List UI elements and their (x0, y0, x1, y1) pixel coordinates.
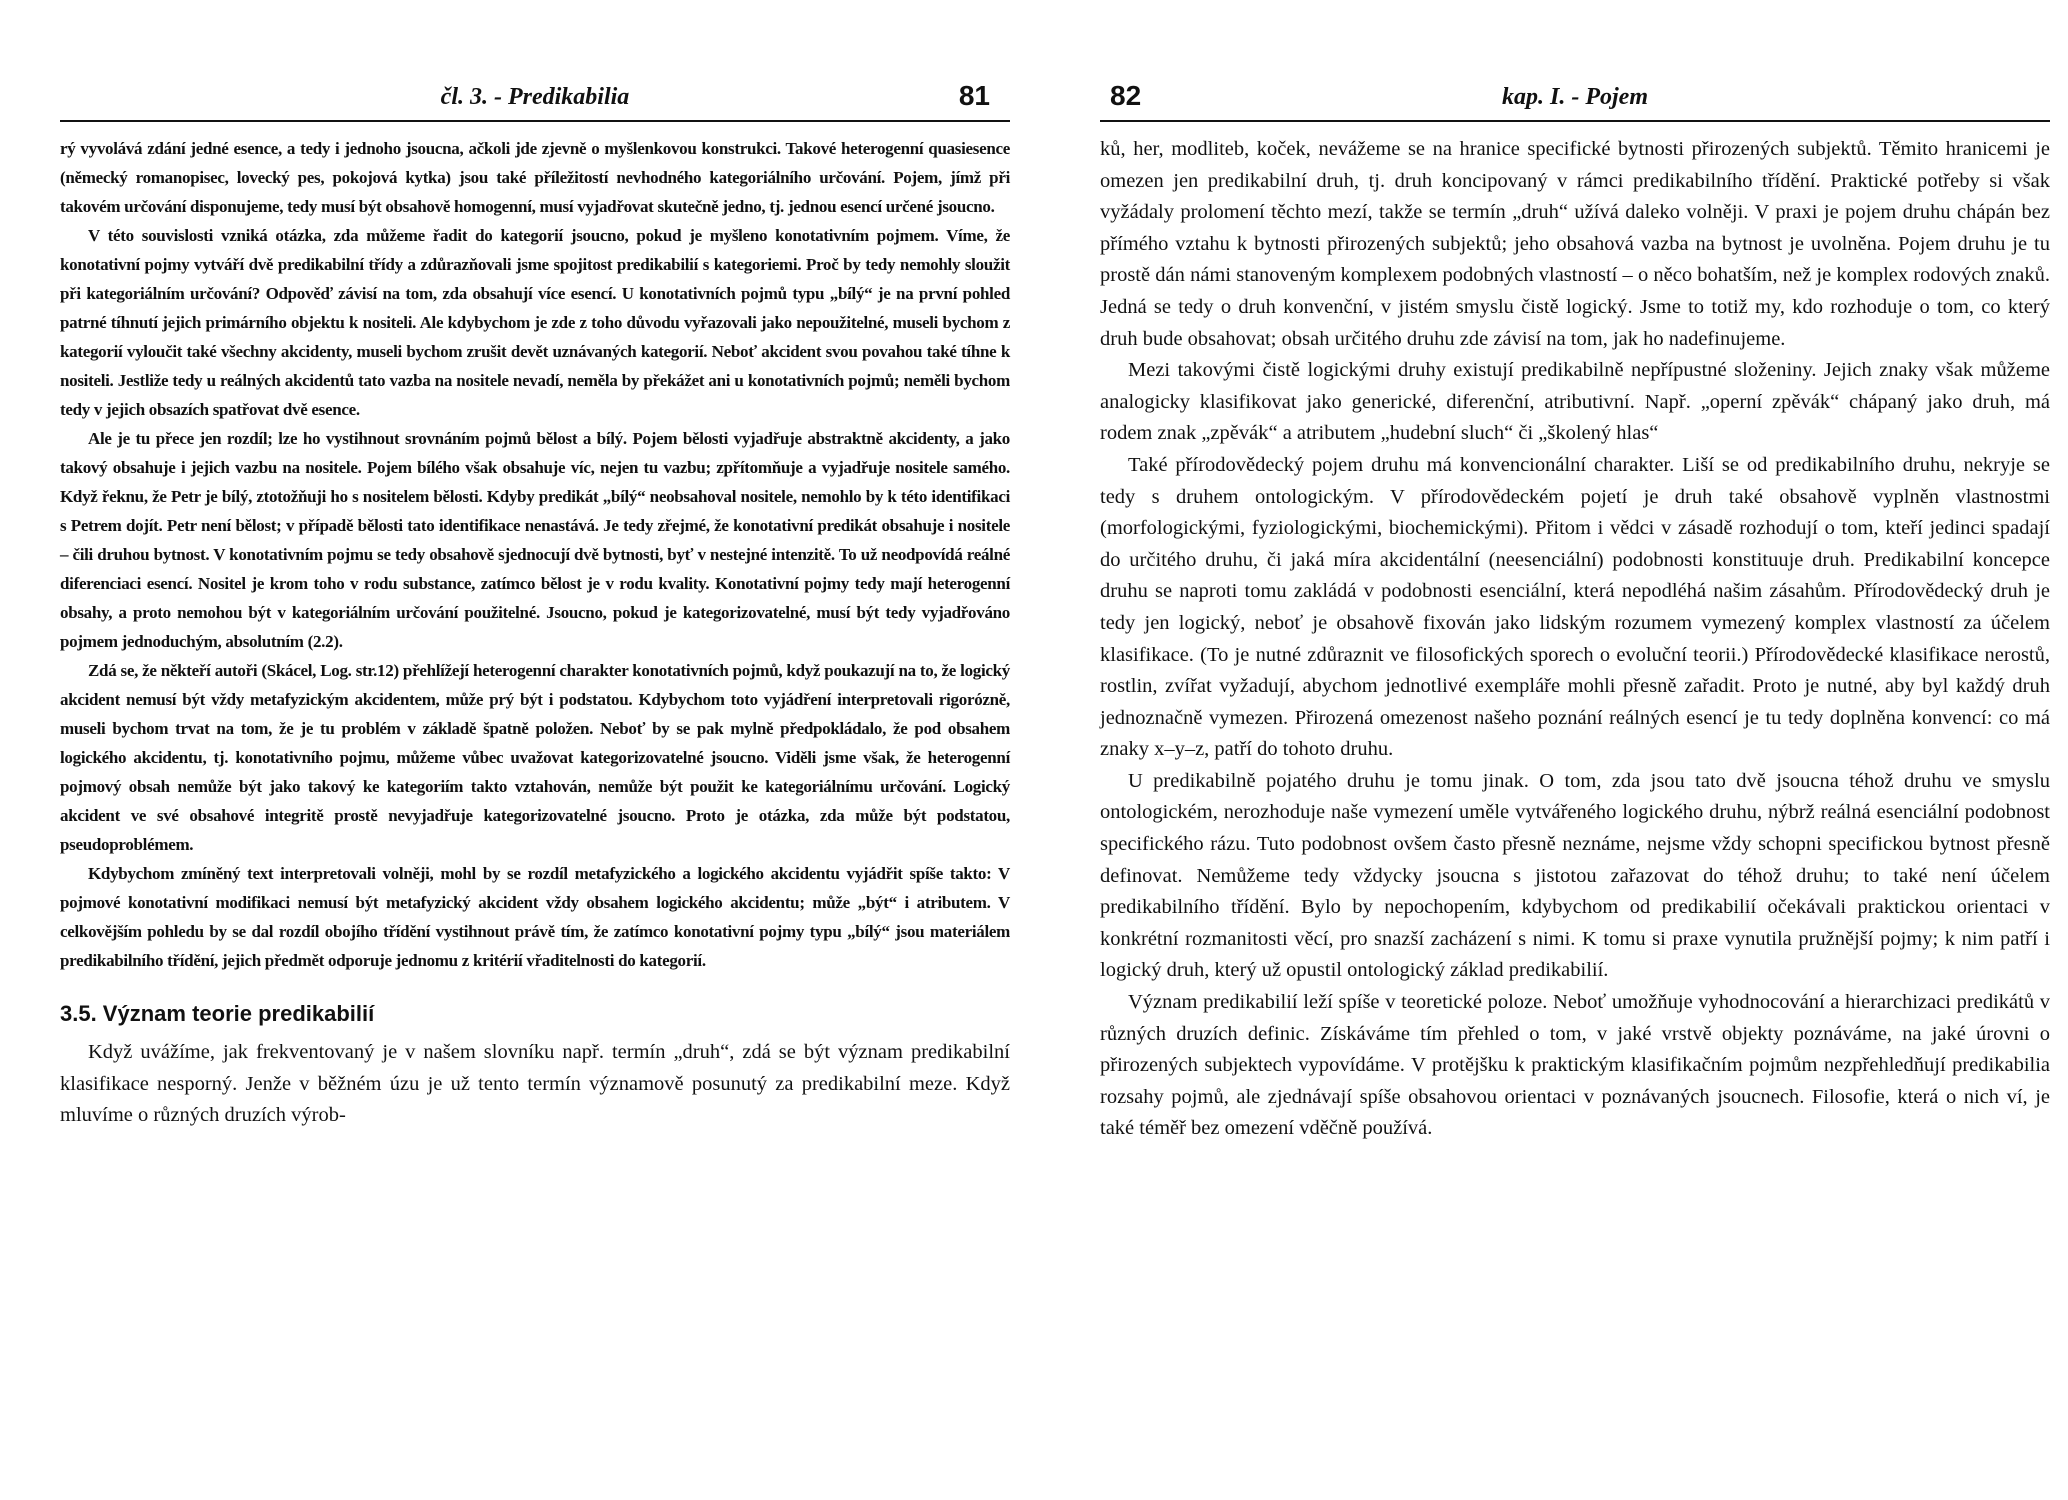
right-running-head (1100, 80, 2050, 122)
paragraph: Ale je tu přece jen rozdíl; lze ho vystihnout srovnáním pojmů bělost a bílý. Pojem bělosti vyjadřuje abstraktně akcidenty, a jako takový obsahuje i jejich vazbu na nositele. Pojem bílého však obsahuje víc, nejen tu vazbu; zpřítomňuje a vyjadřuje nositele samého. Když řeknu, že Petr je bílý, ztotožňuji ho s nositelem bělosti. Kdyby predikát „bílý“ neobsahoval nositele, nemohlo by k této identifikaci s Petrem dojít. Petr není bělost; v případě bělosti tato identifikace nenastává. Je tedy zřejmé, že konotativní predikát obsahuje i nositele – čili druhou bytnost. V konotativním pojmu se tedy obsahově sjednocují dvě bytnosti, byť v nestejné intenzitě. To už neodpovídá reálné diferenciaci esencí. Nositel je krom toho v rodu substance, zatímco bělost je v rodu kvality. Konotativní pojmy tedy mají heterogenní obsahy, a proto nemohou být v kategoriálním určování použitelné. Jsoucno, pokud je kategorizovatelné, musí být tedy vyjadřováno pojmem jednoduchým, absolutním (2.2). (60, 429, 1010, 651)
paragraph: Zdá se, že někteří autoři (Skácel, Log. str.12) přehlížejí heterogenní charakter konotativních pojmů, když poukazují na to, že logický akcident nemusí být vždy metafyzickým akcidentem, může prý být i podstatou. Kdybychom toto vyjádření interpretovali rigorózně, museli bychom trvat na tom, že je tu problém v základě špatně položen. Neboť by se pak mylně předpokládalo, že pod obsahem logického akcidentu, tj. konotativního pojmu, můžeme vůbec uvažovat kategorizovatelné jsoucno. Viděli jsme však, že heterogenní pojmový obsah nemůže být jako takový ke kategoriím takto vztahován, nemůže být použit ke kategoriálnímu určování. Logický akcident ve své obsahové integritě prostě nevyjadřuje kategorizovatelné jsoucno. Proto je otázka, zda může být podstatou, pseudoproblémem. (60, 661, 1010, 854)
paragraph: V této souvislosti vzniká otázka, zda můžeme řadit do kategorií jsoucno, pokud je myšleno konotativním pojmem. Víme, že konotativní pojmy vytváří dvě predikabilní třídy a zdůrazňovali jsme spojitost predikabilií s kategoriemi. Proč by tedy nemohly sloužit při kategoriálním určování? Odpověď závisí na tom, zda obsahují více esencí. U konotativních pojmů typu „bílý“ je na první pohled patrné tíhnutí jejich primárního objektu k nositeli. Ale kdybychom je zde z toho důvodu vyřazovali jako nepoužitelné, museli bychom z kategorií vyloučit také všechny akcidenty, museli bychom zrušit devět uznávaných kategorií. Neboť akcident svou povahou také tíhne k nositeli. Jestliže tedy u reálných akcidentů tato vazba na nositele nevadí, neměla by překážet ani u konotativních pojmů; neměli bychom tedy v jejich obsazích spatřovat dvě esence. (60, 226, 1010, 419)
left-page (60, 80, 1010, 1132)
section-heading: 3.5. Význam teorie predikabilií (60, 1001, 375, 1026)
paragraph: Kdybychom zmíněný text interpretovali volněji, mohl by se rozdíl metafyzického a logického akcidentu vyjádřit spíše takto: V pojmové konotativní modifikaci nemusí být metafyzický akcident vždy obsahem logického akcidentu; může „být“ i atributem. V celkovějším pohledu by se dal rozdíl obojího třídění vystihnout právě tím, že zatímco konotativní pojmy typu „bílý“ jsou materiálem predikabilního třídění, jejich předmět odporuje jednomu z kritérií vřaditelnosti do kategorií. (60, 864, 1010, 970)
left-body-text (60, 134, 1010, 975)
right-page (1100, 80, 2050, 1145)
left-running-head (60, 80, 1010, 122)
paragraph: ků, her, modliteb, koček, nevážeme se na hranice specifické bytnosti přirozených subjektů. Těmito hranicemi je omezen jen predikabilní druh, tj. druh koncipovaný v rámci predikabilního třídění. Praktické potřeby si však vyžádaly prolomení těchto mezí, takže se termín „druh“ užívá daleko volněji. V praxi je pojem druhu chápán bez přímého vztahu k bytnosti přirozených subjektů; jeho obsahová vazba na bytnost je uvolněna. Pojem druhu je tu prostě dán námi stanoveným komplexem podobných vlastností – o něco bohatším, než je komplex rodových znaků. Jedná se tedy o druh konvenční, v jistém smyslu čistě logický. Jsme to totiž my, kdo rozhoduje o tom, co který druh bude obsahovat; obsah určitého druhu zde závisí na tom, jak ho nadefinujeme. (1100, 138, 2050, 350)
paragraph: Také přírodovědecký pojem druhu má konvencionální charakter. Liší se od predikabilního druhu, nekryje se tedy s druhem ontologickým. V přírodovědeckém pojetí je druh také obsahově vyplněn vlastnostmi (morfologickými, fyziologickými, biochemickými). Přitom i vědci v zásadě rozhodují o tom, kteří jedinci spadají do určitého druhu, či jaká míra akcidentální (neesenciální) podobnosti konstituuje druh. Predikabilní koncepce druhu se naproti tomu zakládá v podobnosti esenciální, která nepodléhá našim zásahům. Přírodovědecký druh je tedy jen logický, neboť je obsahově fixován jako lidským rozumem vymezený komplex vlastností za účelem klasifikace. (To je nutné zdůraznit ve filosofických sporech o evoluční teorii.) Přírodovědecké klasifikace nerostů, rostlin, zvířat vyžadují, abychom jednotlivé exempláře mohli přesně zařadit. Proto je nutné, aby byl každý druh jednoznačně vymezen. Přirozená omezenost našeho poznání reálných esencí je tu tedy doplněna konvencí: co má znaky x–y–z, patří do tohoto druhu. (1100, 453, 2050, 761)
right-running-head-title: kap. I. - Pojem (1502, 84, 1648, 110)
paragraph: Mezi takovými čistě logickými druhy existují predikabilně nepřípustné složeniny. Jejich znaky však můžeme analogicky klasifikovat jako generické, diferenční, atributivní. Např. „operní zpěvák“ chápaný jako druh, má rodem znak „zpěvák“ a atributem „hudební sluch“ či „školený hlas“ (1100, 359, 2050, 445)
paragraph: rý vyvolává zdání jedné esence, a tedy i jednoho jsoucna, ačkoli jde zjevně o myšlenkovou konstrukci. Takové heterogenní quasiesence (německý romanopisec, lovecký pes, pokojová kytka) jsou také příležitostí nevhodného kategoriálního určování. Pojem, jímž při takovém určování disponujeme, tedy musí být obsahově homogenní, musí vyjadřovat skutečně jedno, tj. jednou esencí určené jsoucno. (60, 139, 1010, 216)
paragraph: U predikabilně pojatého druhu je tomu jinak. O tom, zda jsou tato dvě jsoucna téhož druhu ve smyslu ontologickém, nerozhoduje naše vymezení uměle vytvářeného logického druhu, nýbrž reálná esenciální podobnost specifického rázu. Tuto podobnost ovšem často přesně neznáme, nejsme vždy schopni specifickou bytnost přesně definovat. Nemůžeme tedy vždycky jsoucna s jistotou zařazovat do téhož druhu; to také není účelem predikabilního třídění. Bylo by nepochopením, kdybychom od predikabilií očekávali praktickou orientaci v konkrétní rozmanitosti věcí, pro snazší zacházení s nimi. K tomu si praxe vynutila pružnější pojmy; k nim patří i logický druh, který už opustil ontologický základ predikabilií. (1100, 769, 2050, 982)
paragraph: Význam predikabilií leží spíše v teoretické poloze. Neboť umožňuje vyhodnocování a hierarchizaci predikátů v různých druzích definic. Získáváme tím přehled o tom, v jaké vrstvě objekty poznáváme, na jaké úrovni o přirozených subjektech vypovídáme. V protějšku k praktickým klasifikačním pojmům nezpřehledňují predikabilia rozsahy pojmů, ale zjednávají spíše obsahovou orientaci v poznávaných jsoucnech. Filosofie, která o nich ví, je také téměř bez omezení vděčně používá. (1100, 991, 2050, 1140)
right-page-number: 82 (1110, 80, 1142, 111)
paragraph: Když uvážíme, jak frekventovaný je v našem slovníku např. termín „druh“, zdá se být význam predikabilní klasifikace nesporný. Jenže v běžném úzu je už tento termín významově posunutý za predikabilní meze. Když mluvíme o různých druzích výrob- (60, 1041, 1010, 1127)
left-page-number: 81 (958, 80, 990, 111)
left-running-head-title: čl. 3. - Predikabilia (440, 84, 630, 110)
section-body-text (60, 1037, 1010, 1132)
right-body-text (1100, 134, 2050, 1145)
